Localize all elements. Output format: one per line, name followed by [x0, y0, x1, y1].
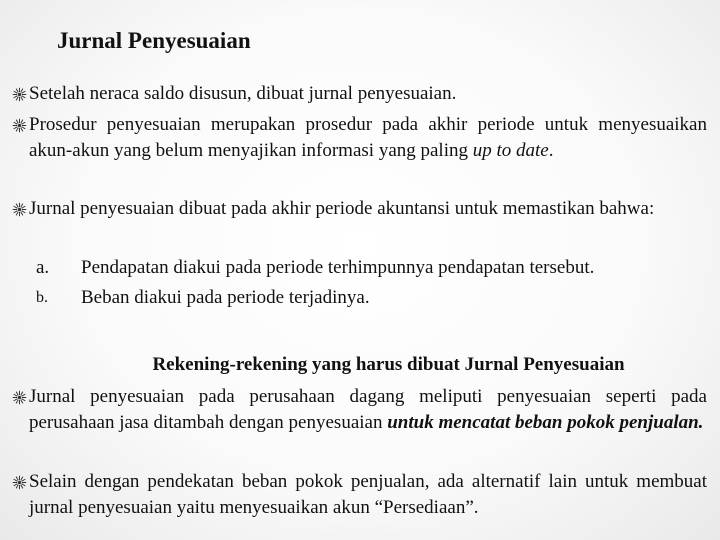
sunburst-ray	[13, 210, 17, 212]
sunburst-bullet-icon	[10, 81, 28, 107]
sunburst-bullet-glyph	[12, 118, 27, 133]
sunburst-ray	[16, 96, 18, 100]
section-subheading: Rekening-rekening yang harus dibuat Jurnal Penyesuaian	[152, 354, 625, 375]
sunburst-ray	[20, 211, 22, 215]
sunburst-ray	[20, 399, 22, 403]
bullet-item	[10, 196, 707, 222]
sub-list-text: Beban diakui pada periode terjadinya.	[81, 287, 370, 308]
bullet-text: Setelah neraca saldo disusun, dibuat jurnal penyesuaian.	[29, 83, 457, 104]
sunburst-ray	[21, 206, 25, 208]
sunburst-ray	[16, 399, 18, 403]
sunburst-bullet-icon	[10, 469, 28, 495]
sunburst-center	[17, 395, 20, 398]
sunburst-ray	[20, 88, 22, 92]
sunburst-bullet-glyph	[12, 475, 27, 490]
sunburst-center	[17, 480, 20, 483]
sunburst-ray	[21, 95, 25, 97]
sunburst-ray	[13, 479, 17, 481]
sunburst-ray	[20, 476, 22, 480]
sunburst-center	[17, 92, 20, 95]
sunburst-ray	[20, 119, 22, 123]
sunburst-ray	[20, 96, 22, 100]
sunburst-ray	[13, 206, 17, 208]
bullet-emphasis: untuk mencatat beban pokok penjualan.	[387, 412, 704, 433]
sunburst-ray	[16, 119, 18, 123]
sunburst-ray	[16, 476, 18, 480]
sunburst-ray	[21, 210, 25, 212]
sunburst-bullet-glyph	[12, 390, 27, 405]
sunburst-ray	[16, 211, 18, 215]
sunburst-ray	[21, 122, 25, 124]
sunburst-bullet-icon	[10, 112, 28, 138]
slide-title: Jurnal Penyesuaian	[57, 28, 251, 53]
sunburst-ray	[13, 95, 17, 97]
sunburst-ray	[20, 203, 22, 207]
sunburst-ray	[16, 203, 18, 207]
sub-list-text: Pendapatan diakui pada periode terhimpunnya pendapatan tersebut.	[81, 257, 595, 278]
bullet-item	[10, 112, 707, 164]
sunburst-ray	[21, 479, 25, 481]
bullet-text: Jurnal penyesuaian pada perusahaan dagang meliputi penyesuaian seperti pada perusahaan jasa ditambah dengan penyesuaian	[29, 386, 707, 433]
bullet-text: Prosedur penyesuaian merupakan prosedur pada akhir periode untuk menyesuaikan akun-akun yang belum menyajikan informasi yang paling	[29, 114, 707, 161]
sunburst-bullet-icon	[10, 196, 28, 222]
sunburst-ray	[21, 91, 25, 93]
sunburst-ray	[13, 398, 17, 400]
sunburst-ray	[13, 126, 17, 128]
bullet-item	[10, 81, 707, 107]
bullet-text: Jurnal penyesuaian dibuat pada akhir periode akuntansi untuk memastikan bahwa:	[29, 198, 655, 219]
sunburst-ray	[13, 91, 17, 93]
bullet-item	[10, 384, 707, 436]
sunburst-ray	[13, 122, 17, 124]
bullet-emphasis: up to date	[472, 140, 549, 161]
sunburst-ray	[20, 391, 22, 395]
bullet-text-end: .	[548, 140, 554, 161]
sunburst-ray	[16, 391, 18, 395]
bullet-text: Selain dengan pendekatan beban pokok penjualan, ada alternatif lain untuk membuat jurnal penyesuaian yaitu menyesuaikan akun “Persediaan”.	[29, 471, 707, 518]
sunburst-ray	[21, 126, 25, 128]
sunburst-ray	[21, 394, 25, 396]
sunburst-ray	[20, 484, 22, 488]
bullet-item	[10, 469, 707, 521]
sub-list-label: a.	[36, 257, 50, 278]
sunburst-center	[17, 207, 20, 210]
sunburst-ray	[16, 88, 18, 92]
sunburst-ray	[16, 484, 18, 488]
sub-list-label: b.	[36, 289, 48, 306]
sunburst-ray	[20, 127, 22, 131]
sunburst-bullet-glyph	[12, 87, 27, 102]
sunburst-ray	[16, 127, 18, 131]
sunburst-ray	[13, 483, 17, 485]
sunburst-center	[17, 123, 20, 126]
sunburst-ray	[21, 398, 25, 400]
sunburst-bullet-glyph	[12, 202, 27, 217]
sunburst-ray	[13, 394, 17, 396]
sunburst-bullet-icon	[10, 384, 28, 410]
sunburst-ray	[21, 483, 25, 485]
